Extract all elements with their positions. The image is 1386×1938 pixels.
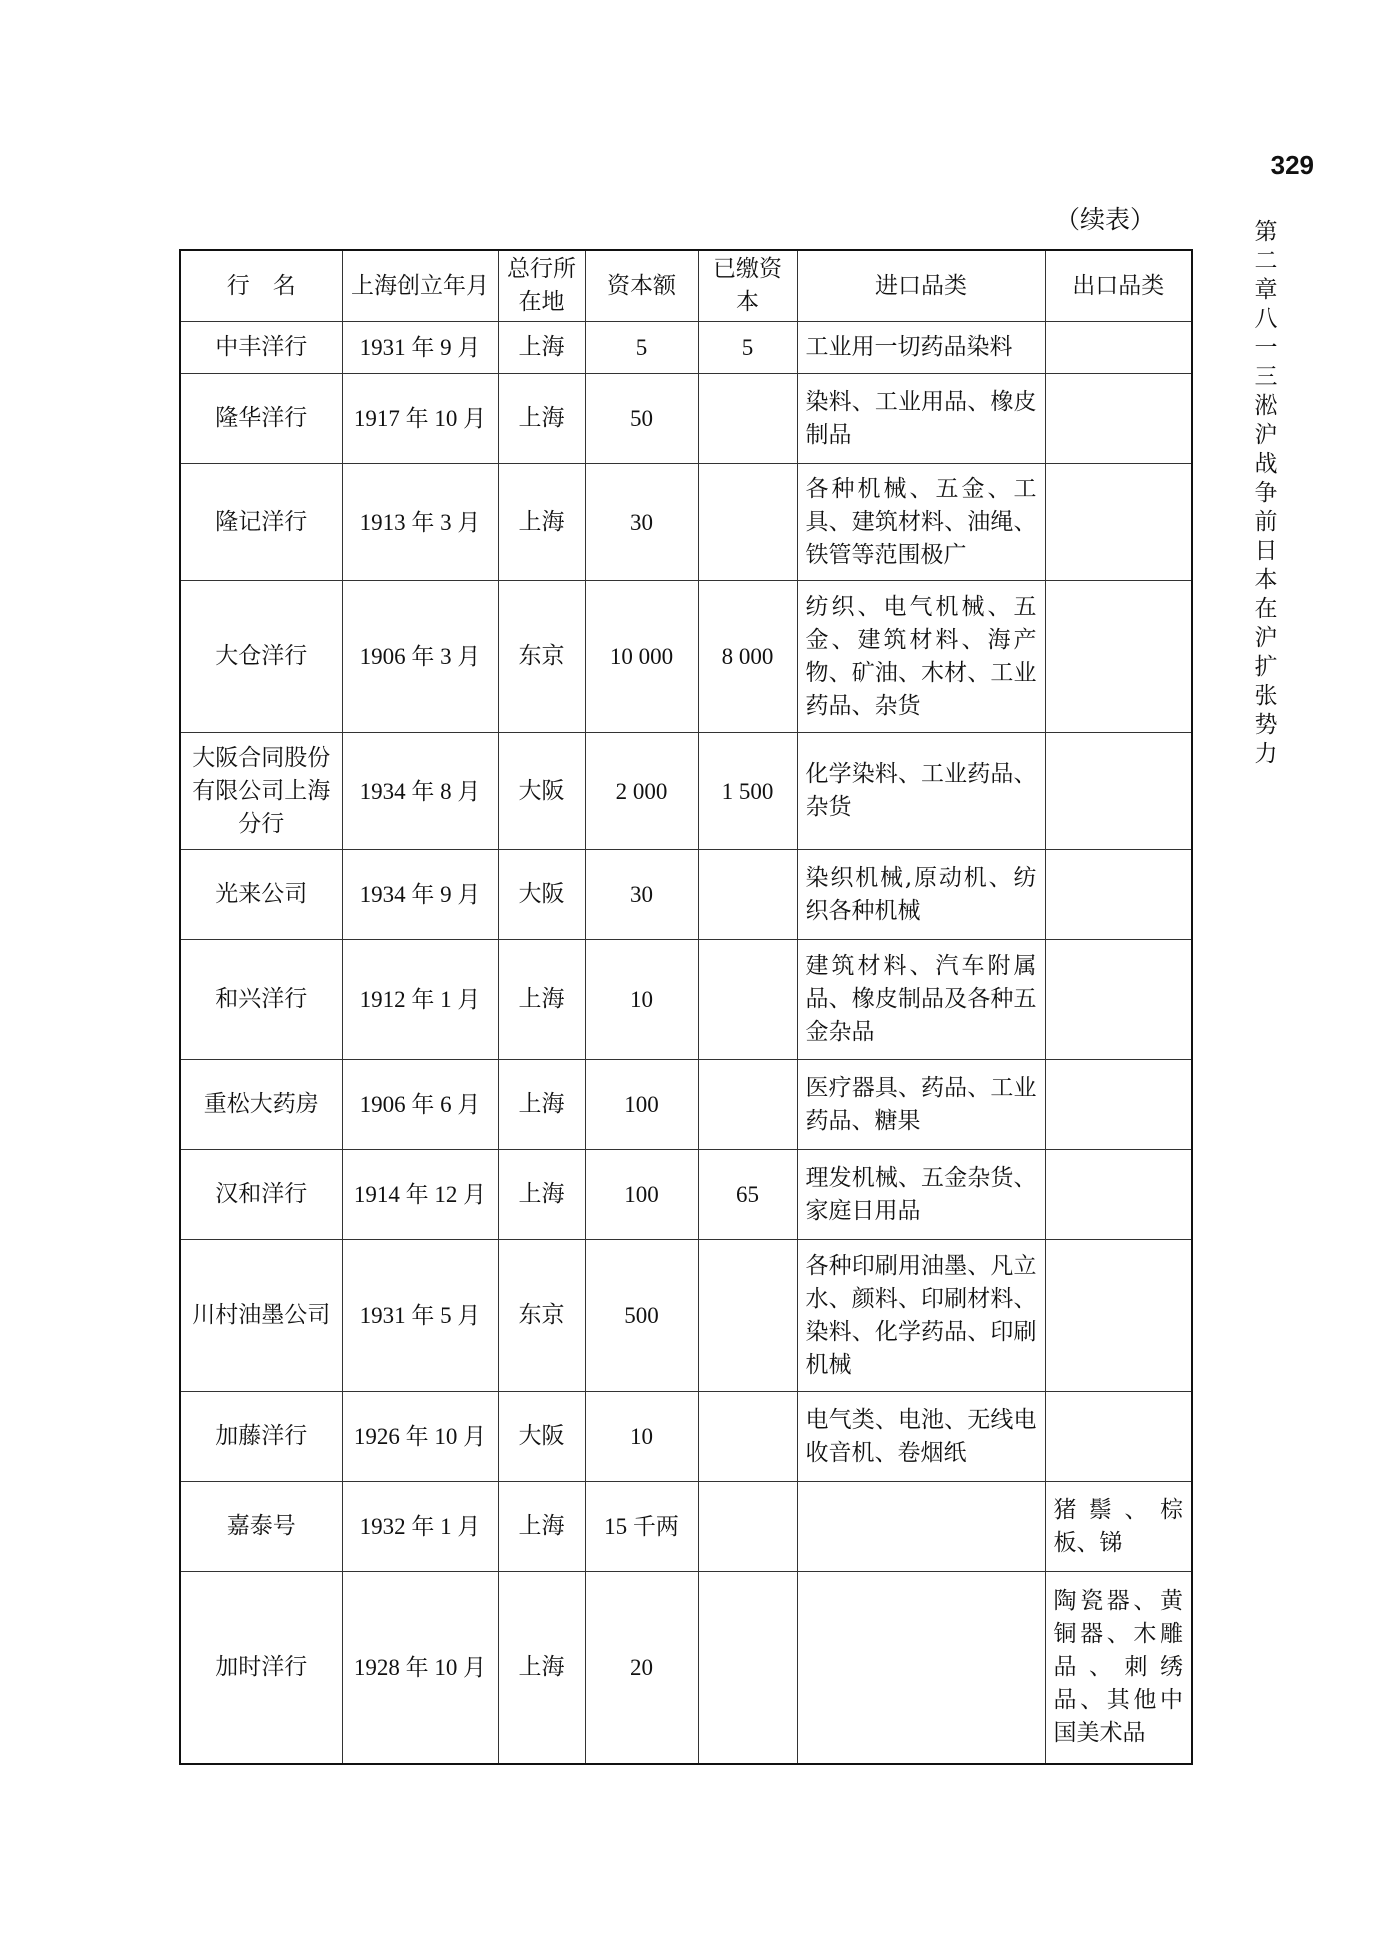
cell-imports: 工业用一切药品染料 (797, 322, 1045, 374)
cell-exports (1045, 1392, 1192, 1482)
header-imports: 进口品类 (797, 250, 1045, 322)
continued-label: （续表） (1055, 205, 1156, 234)
cell-imports: 建筑材料、汽车附属品、橡皮制品及各种五金杂品 (797, 940, 1045, 1060)
table-row (180, 1572, 1192, 1764)
cell-name: 隆记洋行 (180, 464, 342, 581)
table-row (180, 1150, 1192, 1240)
cell-year: 1928 年 10 月 (342, 1572, 498, 1764)
cell-year: 1931 年 5 月 (342, 1240, 498, 1392)
cell-capital: 30 (585, 464, 698, 581)
cell-paid (698, 1572, 797, 1764)
table-row (180, 322, 1192, 374)
table-row (180, 733, 1192, 850)
cell-year: 1914 年 12 月 (342, 1150, 498, 1240)
cell-imports: 染织机械,原动机、纺织各种机械 (797, 850, 1045, 940)
table-row (180, 940, 1192, 1060)
cell-paid (698, 464, 797, 581)
cell-paid: 1 500 (698, 733, 797, 850)
table-row (180, 850, 1192, 940)
cell-year: 1934 年 9 月 (342, 850, 498, 940)
cell-name: 加藤洋行 (180, 1392, 342, 1482)
table-row (180, 1392, 1192, 1482)
cell-exports (1045, 940, 1192, 1060)
cell-name: 嘉泰号 (180, 1482, 342, 1572)
data-table (179, 249, 1193, 1765)
header-name: 行 名 (180, 250, 342, 322)
cell-name: 大阪合同股份有限公司上海分行 (180, 733, 342, 850)
cell-imports: 纺织、电气机械、五金、建筑材料、海产物、矿油、木材、工业药品、杂货 (797, 581, 1045, 733)
cell-year: 1931 年 9 月 (342, 322, 498, 374)
cell-name: 隆华洋行 (180, 374, 342, 464)
header-paid: 已缴资本 (698, 250, 797, 322)
cell-year: 1917 年 10 月 (342, 374, 498, 464)
cell-year: 1913 年 3 月 (342, 464, 498, 581)
cell-exports (1045, 1060, 1192, 1150)
cell-hq: 大阪 (498, 1392, 585, 1482)
cell-hq: 东京 (498, 581, 585, 733)
cell-name: 川村油墨公司 (180, 1240, 342, 1392)
cell-paid (698, 1392, 797, 1482)
cell-paid: 5 (698, 322, 797, 374)
header-row (180, 250, 1192, 322)
cell-paid (698, 374, 797, 464)
table-row (180, 1060, 1192, 1150)
cell-year: 1934 年 8 月 (342, 733, 498, 850)
cell-imports: 染料、工业用品、橡皮制品 (797, 374, 1045, 464)
cell-paid: 65 (698, 1150, 797, 1240)
cell-hq: 东京 (498, 1240, 585, 1392)
cell-name: 光来公司 (180, 850, 342, 940)
cell-imports: 电气类、电池、无线电收音机、卷烟纸 (797, 1392, 1045, 1482)
cell-hq: 上海 (498, 940, 585, 1060)
cell-capital: 2 000 (585, 733, 698, 850)
header-capital: 资本额 (585, 250, 698, 322)
cell-exports: 陶瓷器、黄铜器、木雕品、刺绣品、其他中国美术品 (1045, 1572, 1192, 1764)
cell-capital: 100 (585, 1150, 698, 1240)
cell-year: 1906 年 3 月 (342, 581, 498, 733)
table-row (180, 1482, 1192, 1572)
cell-year: 1906 年 6 月 (342, 1060, 498, 1150)
table-body (180, 322, 1192, 1764)
cell-capital: 30 (585, 850, 698, 940)
cell-hq: 上海 (498, 322, 585, 374)
cell-capital: 500 (585, 1240, 698, 1392)
cell-exports (1045, 322, 1192, 374)
cell-capital: 100 (585, 1060, 698, 1150)
cell-exports (1045, 850, 1192, 940)
cell-name: 重松大药房 (180, 1060, 342, 1150)
cell-capital: 10 (585, 1392, 698, 1482)
table-row (180, 464, 1192, 581)
cell-imports: 化学染料、工业药品、杂货 (797, 733, 1045, 850)
running-head: 第二章 八一三淞沪战争前日本在沪扩张势力 (1254, 219, 1278, 767)
cell-imports: 理发机械、五金杂货、家庭日用品 (797, 1150, 1045, 1240)
cell-capital: 50 (585, 374, 698, 464)
cell-hq: 上海 (498, 464, 585, 581)
table-row (180, 374, 1192, 464)
cell-exports (1045, 464, 1192, 581)
cell-capital: 10 000 (585, 581, 698, 733)
cell-capital: 15 千两 (585, 1482, 698, 1572)
header-hq: 总行所在地 (498, 250, 585, 322)
cell-imports (797, 1482, 1045, 1572)
cell-imports: 各种印刷用油墨、凡立水、颜料、印刷材料、染料、化学药品、印刷机械 (797, 1240, 1045, 1392)
cell-exports (1045, 374, 1192, 464)
cell-capital: 10 (585, 940, 698, 1060)
page-number: 329 (1270, 150, 1314, 180)
table-row (180, 581, 1192, 733)
cell-hq: 上海 (498, 1572, 585, 1764)
cell-imports (797, 1572, 1045, 1764)
cell-hq: 上海 (498, 1150, 585, 1240)
cell-hq: 大阪 (498, 733, 585, 850)
cell-hq: 上海 (498, 1482, 585, 1572)
header-year: 上海创立年月 (342, 250, 498, 322)
cell-exports (1045, 733, 1192, 850)
cell-year: 1912 年 1 月 (342, 940, 498, 1060)
cell-paid (698, 1482, 797, 1572)
cell-capital: 5 (585, 322, 698, 374)
cell-exports (1045, 581, 1192, 733)
cell-name: 汉和洋行 (180, 1150, 342, 1240)
cell-paid (698, 1060, 797, 1150)
cell-exports (1045, 1240, 1192, 1392)
cell-name: 加时洋行 (180, 1572, 342, 1764)
cell-capital: 20 (585, 1572, 698, 1764)
cell-exports: 猪鬃、棕板、锑 (1045, 1482, 1192, 1572)
cell-paid (698, 1240, 797, 1392)
cell-paid: 8 000 (698, 581, 797, 733)
table-row (180, 1240, 1192, 1392)
cell-imports: 各种机械、五金、工具、建筑材料、油绳、铁管等范围极广 (797, 464, 1045, 581)
cell-imports: 医疗器具、药品、工业药品、糖果 (797, 1060, 1045, 1150)
cell-name: 大仓洋行 (180, 581, 342, 733)
cell-hq: 上海 (498, 1060, 585, 1150)
cell-paid (698, 940, 797, 1060)
cell-hq: 大阪 (498, 850, 585, 940)
cell-year: 1932 年 1 月 (342, 1482, 498, 1572)
cell-name: 中丰洋行 (180, 322, 342, 374)
cell-exports (1045, 1150, 1192, 1240)
cell-name: 和兴洋行 (180, 940, 342, 1060)
cell-year: 1926 年 10 月 (342, 1392, 498, 1482)
cell-hq: 上海 (498, 374, 585, 464)
cell-paid (698, 850, 797, 940)
header-exports: 出口品类 (1045, 250, 1192, 322)
